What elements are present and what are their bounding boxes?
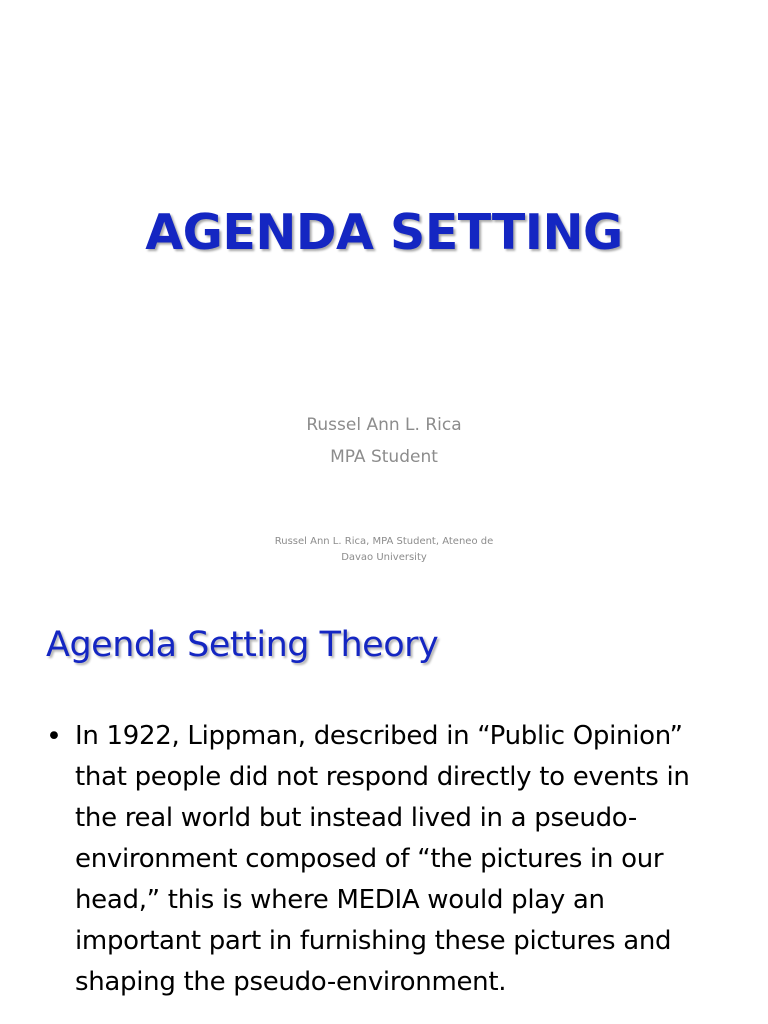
content-slide bbox=[0, 576, 768, 1024]
slide-title: AGENDA SETTING bbox=[145, 204, 623, 261]
author-role: MPA Student bbox=[330, 447, 438, 467]
bullet-text: In 1922, Lippman, described in “Public Opinion” that people did not respond directly to events in the real world but instead lived in a pseudo-environment composed of “the pictures in our head,” this is where MEDIA would play an important part in furnishing these pictures and shaping the pseudo-environment. bbox=[75, 721, 690, 997]
author-name: Russel Ann L. Rica bbox=[306, 415, 462, 435]
bullet-marker: • bbox=[46, 721, 62, 752]
slide-footer-line-1: Russel Ann L. Rica, MPA Student, Ateneo de bbox=[274, 536, 494, 547]
slide-footer-line-2: Davao University bbox=[341, 552, 427, 563]
slide-title: Agenda Setting Theory bbox=[46, 625, 439, 665]
